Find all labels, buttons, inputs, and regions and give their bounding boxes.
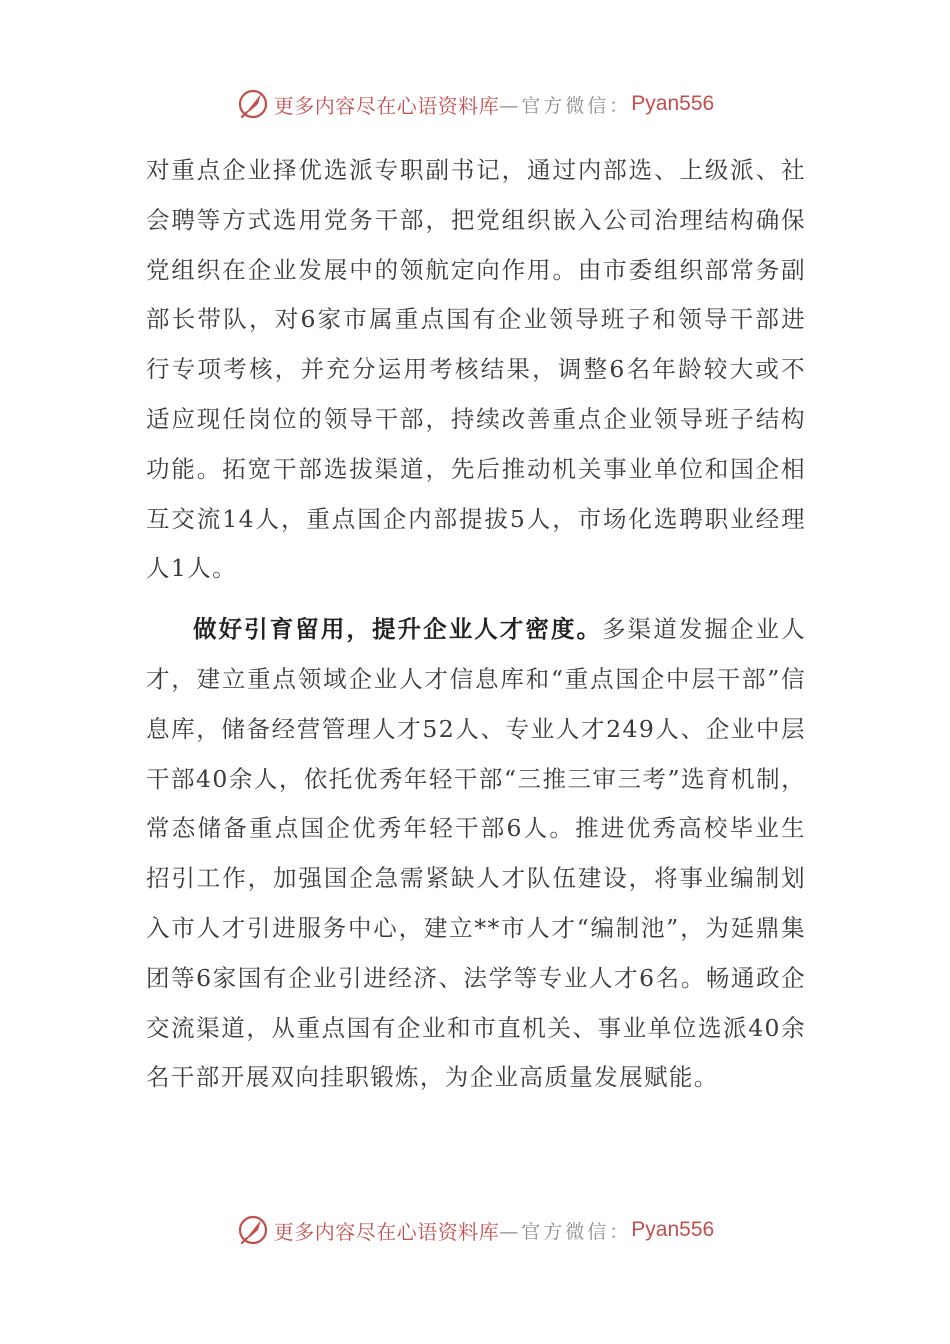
- footer-brand-wechat: —官方微信：: [499, 1220, 632, 1243]
- footer-brand-name: 更多内容尽在心语资料库: [273, 1219, 500, 1244]
- paragraph-1-text: 对重点企业择优选派专职副书记，通过内部选、上级派、社会聘等方式选用党务干部，把党组织嵌入公司治理结构确保党组织在企业发展中的领航定向作用。由市委组织部常务副部长带队，对6家市属重点国有企业领导班子和领导干部进行专项考核，并充分运用考核结果，调整6名年龄较大或不适应现任岗位的领导干部，持续改善重点企业领导班子结构功能。拓宽干部选拔渠道，先后推动机关事业单位和国企相互交流14人，重点国企内部提拔5人，市场化选聘职业经理人1人。: [146, 156, 806, 583]
- footer-watermark: [0, 1212, 950, 1248]
- paragraph-2: [146, 605, 806, 1103]
- quill-pen-icon: [236, 1213, 270, 1247]
- header-brand-wechat: —官方微信：: [499, 94, 632, 117]
- footer-brand-id: Pyan556: [631, 1218, 715, 1241]
- header-watermark: [0, 86, 950, 122]
- quill-pen-icon: [236, 87, 270, 121]
- header-brand-id: Pyan556: [631, 92, 715, 115]
- document-body: [146, 146, 806, 1103]
- paragraph-2-text: 多渠道发掘企业人才，建立重点领域企业人才信息库和“重点国企中层干部”信息库，储备经营管理人才52人、专业人才249人、企业中层干部40余人，依托优秀年轻干部“三推三审三考”选育机制，常态储备重点国企优秀年轻干部6人。推进优秀高校毕业生招引工作，加强国企急需紧缺人才队伍建设，将事业编制划入市人才引进服务中心，建立**市人才“编制池”，为延鼎集团等6家国有企业引进经济、法学等专业人才6名。畅通政企交流渠道，从重点国有企业和市直机关、事业单位选派40余名干部开展双向挂职锻炼，为企业高质量发展赋能。: [146, 615, 806, 1092]
- header-brand-name: 更多内容尽在心语资料库: [273, 93, 500, 118]
- paragraph-2-lead: 做好引育留用，提升企业人才密度。: [193, 615, 603, 644]
- paragraph-1: [146, 146, 806, 594]
